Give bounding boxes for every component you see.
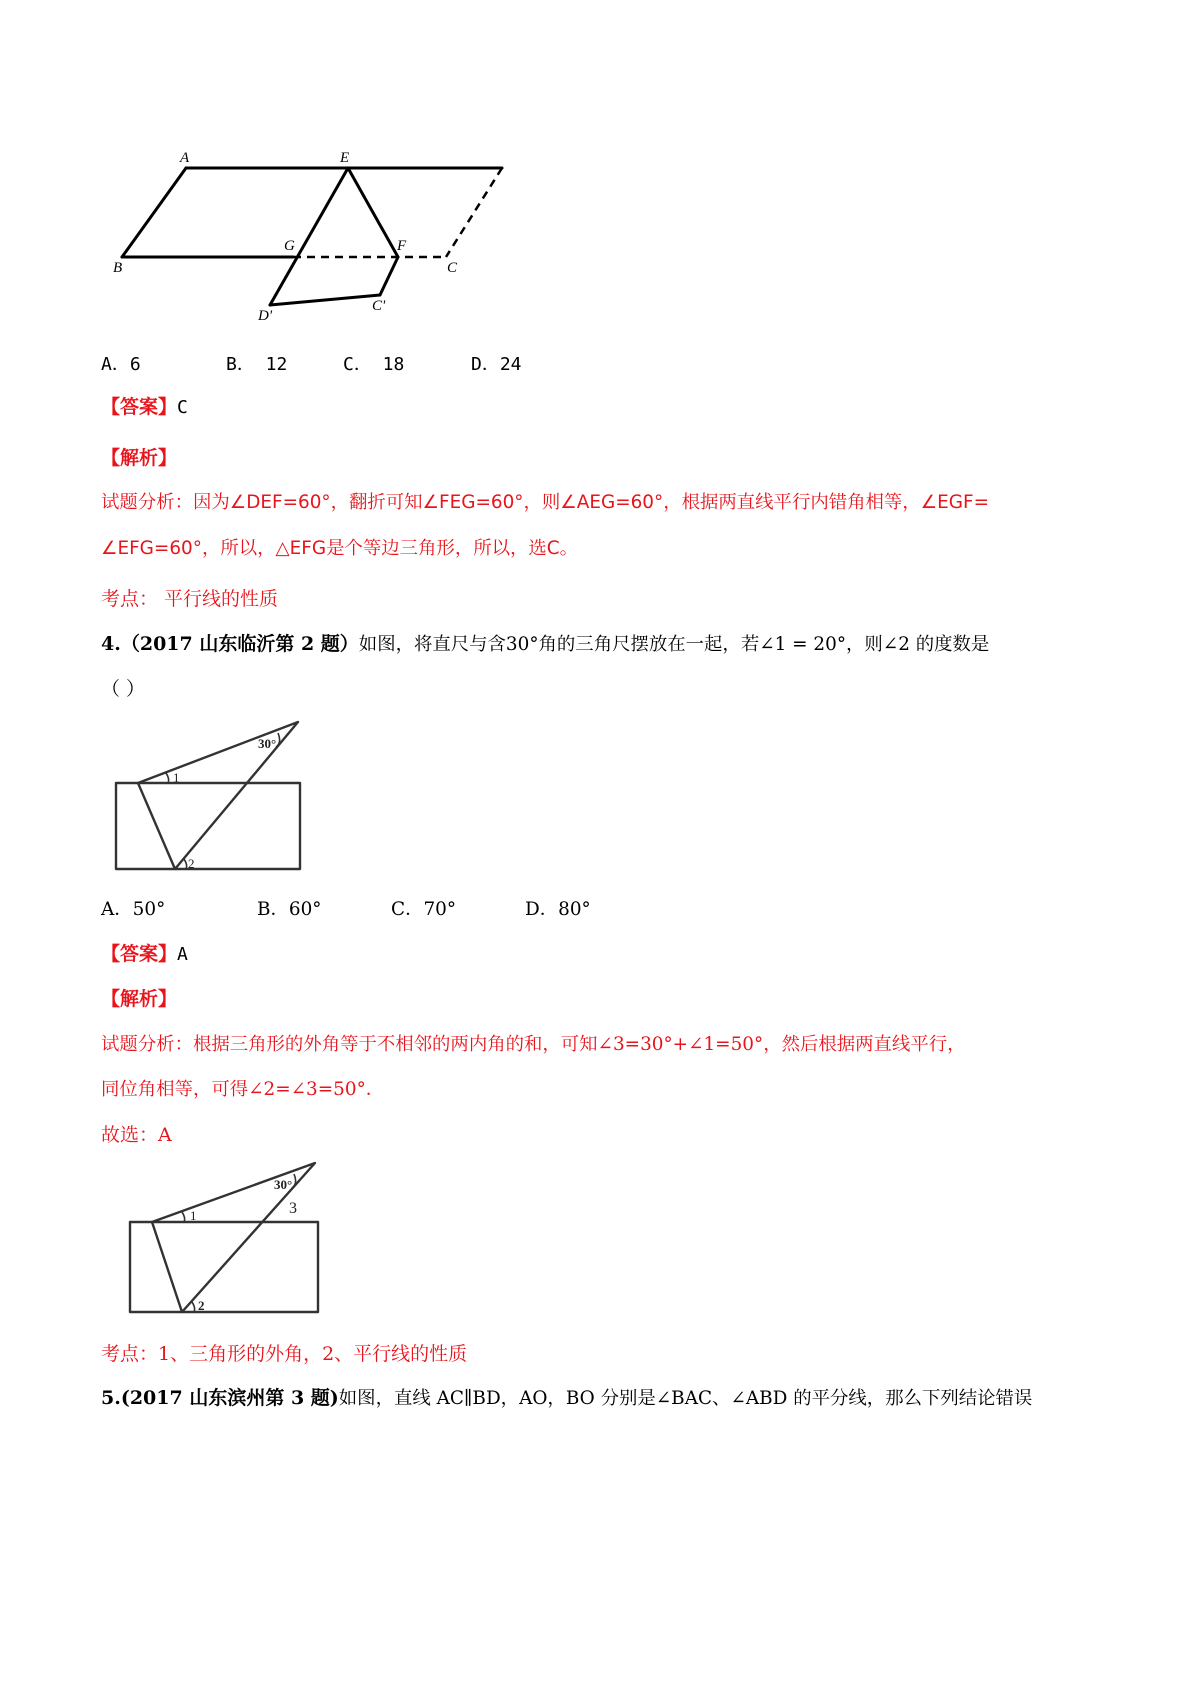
angle1-label-2: 1 xyxy=(190,1208,197,1223)
segment-dprime-cprime xyxy=(270,295,380,305)
segment-cprime-f xyxy=(380,257,398,295)
q4-stem-text: 如图，将直尺与含30°角的三角尺摆放在一起，若∠1 = 20°，则∠2 的度数是 xyxy=(358,634,990,655)
angle30-label: 30° xyxy=(258,736,277,751)
ruler-triangle-figure xyxy=(108,715,313,875)
label-c: C xyxy=(447,260,458,276)
q3-answer-label: 【答案】 xyxy=(101,396,178,418)
q4-answer xyxy=(101,941,188,968)
q3-option-d: D．24 xyxy=(471,354,522,375)
q3-answer xyxy=(101,394,188,421)
q4-option-c: C．70° xyxy=(391,899,457,920)
label-d-prime: D' xyxy=(258,308,273,324)
label-b: B xyxy=(113,260,123,276)
angle1-arc xyxy=(166,773,169,783)
q4-answer-label: 【答案】 xyxy=(101,943,178,965)
q4-choice: 故选：A xyxy=(101,1124,172,1146)
label-c-prime: C' xyxy=(372,298,386,314)
q3-answer-value: C xyxy=(177,397,188,418)
angle2-label-2: 2 xyxy=(198,1298,205,1313)
q4-stem-line1 xyxy=(101,631,989,658)
q3-analysis-line2: ∠EFG=60°，所以，△EFG是个等边三角形，所以，选C。 xyxy=(101,538,579,559)
label-f: F xyxy=(397,238,407,254)
angle1-arc-2 xyxy=(182,1212,185,1222)
dashed-right-edge xyxy=(446,168,502,257)
q3-option-a: A．6 xyxy=(101,354,141,375)
q4-option-b: B．60° xyxy=(257,899,322,920)
q3-analysis-label: 【解析】 xyxy=(101,447,178,469)
segment-ab xyxy=(122,168,186,257)
segment-eg xyxy=(270,168,348,305)
q4-kaodian: 考点：1、三角形的外角，2、平行线的性质 xyxy=(101,1343,468,1365)
fold-figure xyxy=(110,150,550,330)
q3-option-b: B． 12 xyxy=(226,354,288,375)
label-a: A xyxy=(180,150,190,166)
angle1-label: 1 xyxy=(173,770,180,785)
angle2-arc xyxy=(184,859,187,869)
q4-source: （2017 山东临沂第 2 题） xyxy=(120,633,359,655)
q4-stem-line2: （ ） xyxy=(101,678,146,700)
label-e: E xyxy=(340,150,350,166)
angle30-arc-2 xyxy=(292,1174,296,1188)
segment-ef xyxy=(348,168,398,257)
q4-analysis-label: 【解析】 xyxy=(101,988,178,1010)
q4-number: 4. xyxy=(101,633,121,655)
q4-analysis-line1: 试题分析：根据三角形的外角等于不相邻的两内角的和，可知∠3=30°+∠1=50°，然后根据两直线平行， xyxy=(101,1034,966,1055)
ruler-triangle-figure-annotated xyxy=(122,1158,327,1320)
q4-option-d: D．80° xyxy=(525,899,591,920)
q4-answer-value: A xyxy=(177,944,188,965)
q4-option-a: A．50° xyxy=(101,899,166,920)
q5-source: (2017 山东滨州第 3 题) xyxy=(120,1387,339,1409)
q5-number: 5. xyxy=(101,1387,121,1409)
q3-analysis-line1: 试题分析：因为∠DEF=60°，翻折可知∠FEG=60°，则∠AEG=60°，根据两直线平行内错角相等，∠EGF= xyxy=(101,492,990,513)
angle2-arc-2 xyxy=(192,1302,195,1312)
q3-kaodian: 考点： 平行线的性质 xyxy=(101,588,279,610)
q5-stem xyxy=(101,1385,1032,1412)
angle30-arc xyxy=(276,733,280,747)
q3-option-c: C． 18 xyxy=(343,354,405,375)
q4-analysis-line2: 同位角相等，可得∠2=∠3=50°． xyxy=(101,1079,385,1100)
label-g: G xyxy=(284,238,295,254)
q5-stem-text: 如图，直线 AC∥BD，AO，BO 分别是∠BAC、∠ABD 的平分线，那么下列结论错误 xyxy=(338,1388,1033,1409)
angle2-label: 2 xyxy=(188,856,195,871)
angle3-label: 3 xyxy=(289,1200,297,1217)
angle30-label-2: 30° xyxy=(274,1177,293,1192)
ruler-2 xyxy=(130,1222,318,1312)
